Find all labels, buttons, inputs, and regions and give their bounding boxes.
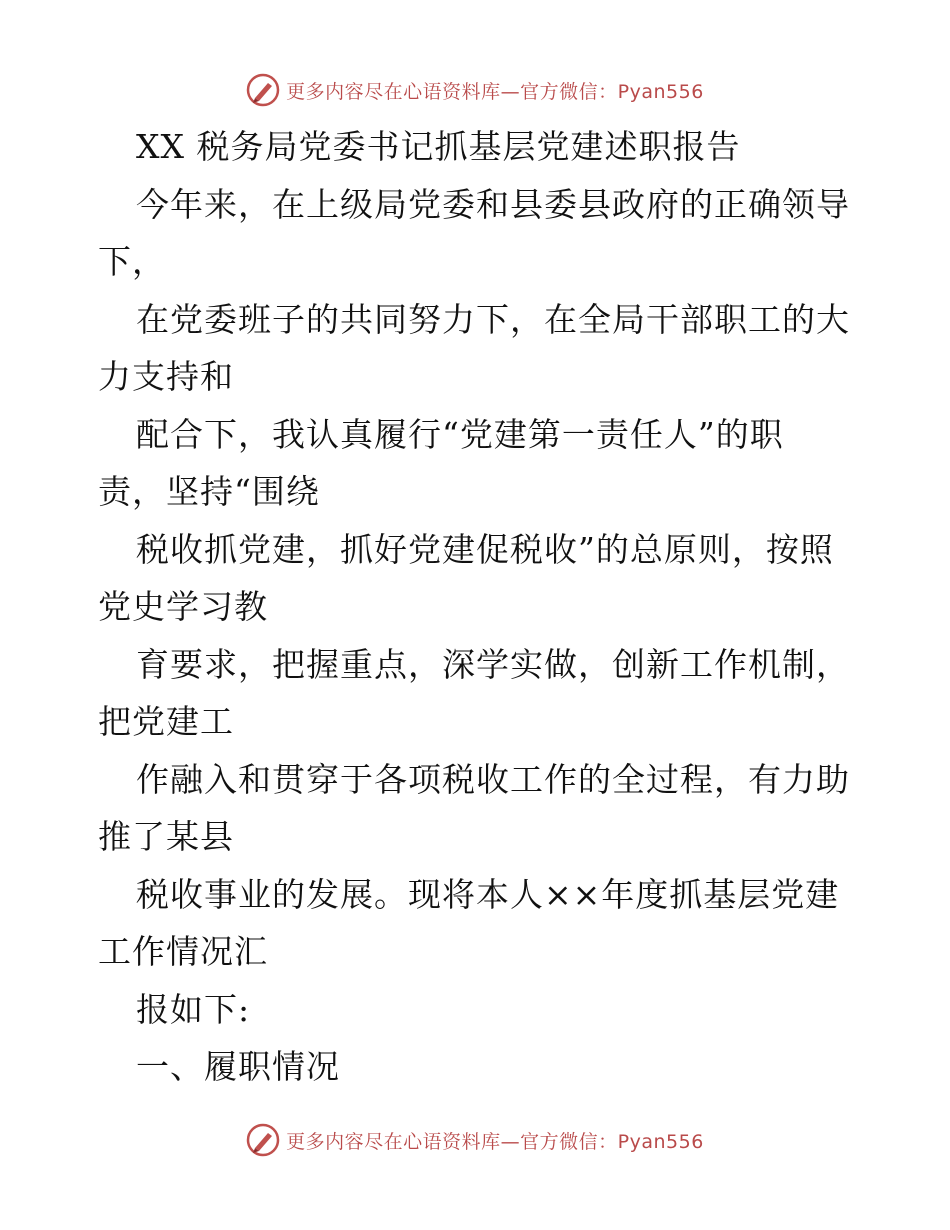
paragraph-line: 税收事业的发展。现将本人××年度抓基层党建 <box>136 874 840 914</box>
paragraph-line: 在党委班子的共同努力下，在全局干部职工的大 <box>136 299 850 339</box>
paragraph-line: 报如下: <box>136 989 251 1029</box>
paragraph-line: 税收抓党建，抓好党建促税收”的总原则，按照 <box>136 529 834 569</box>
paragraph-line: 把党建工 <box>98 702 234 741</box>
paragraph-line: 推了某县 <box>98 817 234 856</box>
paragraph-line: 党史学习教 <box>98 587 268 626</box>
pen-logo-icon <box>246 1123 280 1157</box>
paragraph-line: 作融入和贯穿于各项税收工作的全过程，有力助 <box>136 759 850 799</box>
watermark-text: 更多内容尽在心语资料库—官方微信：Pyan556 <box>286 80 704 103</box>
header-watermark <box>0 70 950 110</box>
pen-logo-icon <box>246 73 280 107</box>
paragraph-line: 今年来，在上级局党委和县委县政府的正确领导 <box>136 184 850 224</box>
paragraph-line: 力支持和 <box>98 357 234 396</box>
paragraph-line: 一、履职情况 <box>136 1047 340 1086</box>
paragraph-line: 责，坚持“围绕 <box>98 472 320 511</box>
document-title: XX 税务局党委书记抓基层党建述职报告 <box>136 127 741 166</box>
watermark-text: 更多内容尽在心语资料库—官方微信：Pyan556 <box>286 1130 704 1153</box>
paragraph-line: 配合下，我认真履行“党建第一责任人”的职 <box>136 414 784 454</box>
paragraph-line: 下， <box>98 242 166 281</box>
paragraph-line: 育要求，把握重点，深学实做，创新工作机制， <box>136 644 850 684</box>
paragraph-line: 工作情况汇 <box>98 932 268 971</box>
footer-watermark <box>0 1120 950 1160</box>
